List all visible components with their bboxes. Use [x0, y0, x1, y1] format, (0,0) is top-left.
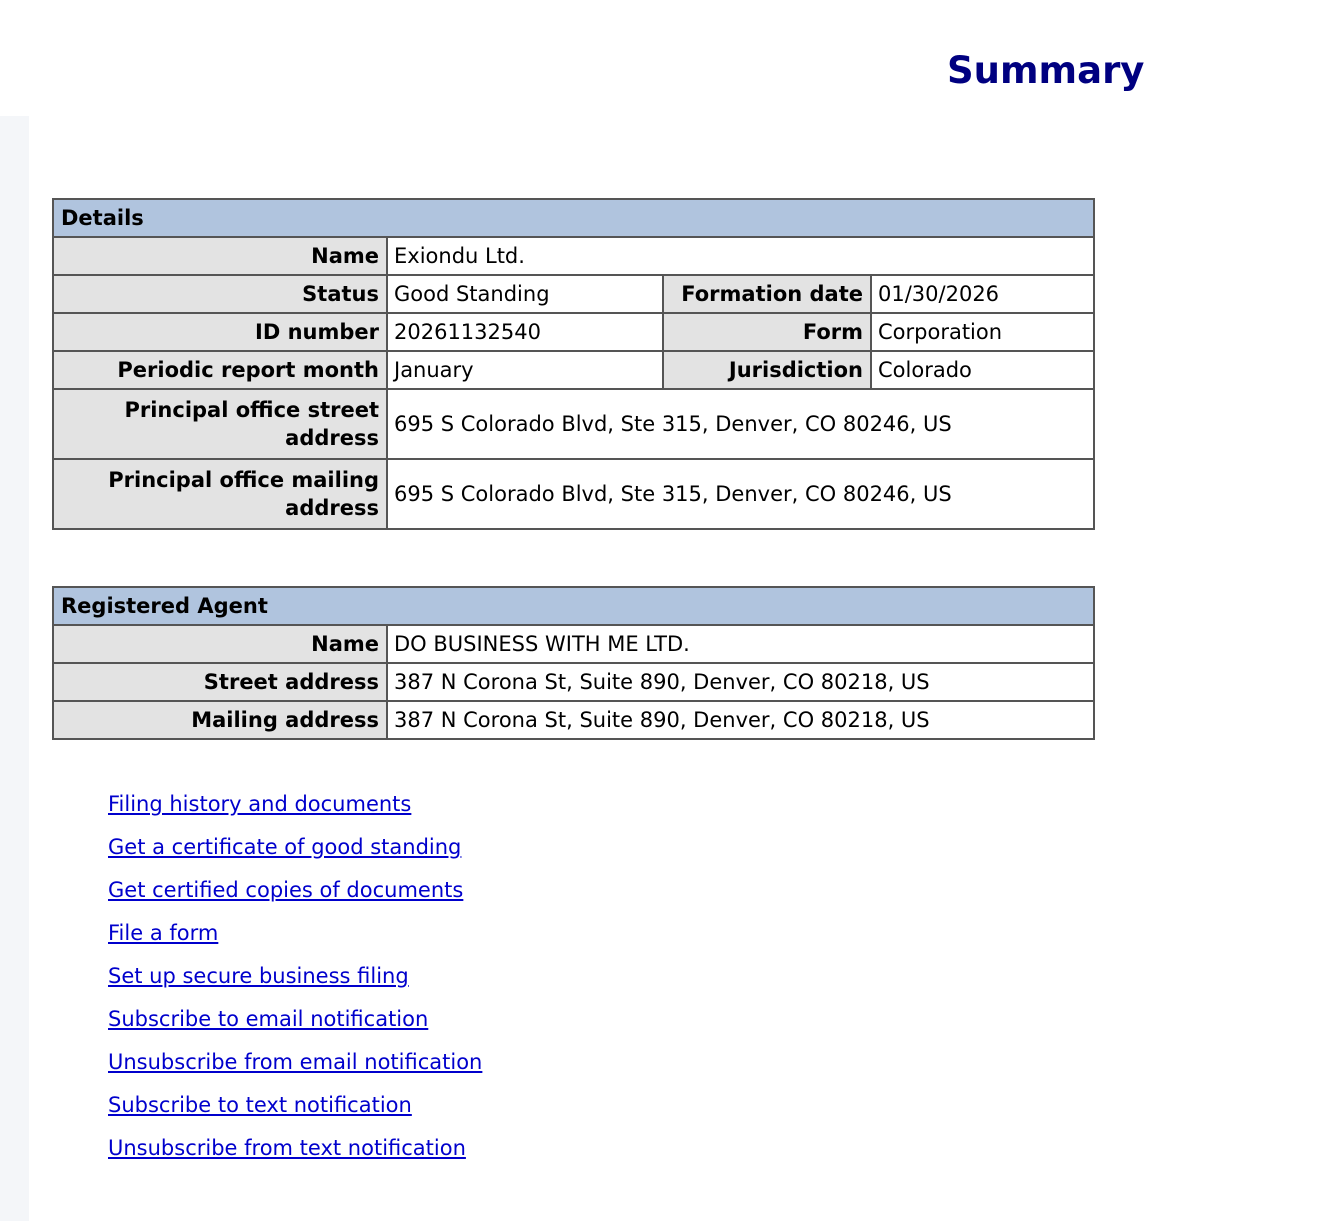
details-row-id [53, 313, 1094, 351]
list-item [108, 830, 482, 873]
file-form-link[interactable]: File a form [108, 921, 219, 945]
details-row-report-month [53, 351, 1094, 389]
agent-street-label: Street address [53, 663, 387, 701]
status-value: Good Standing [387, 275, 663, 313]
list-item [108, 1131, 482, 1174]
list-item [108, 873, 482, 916]
status-label: Status [53, 275, 387, 313]
jurisdiction-value: Colorado [871, 351, 1094, 389]
agent-mailing-label: Mailing address [53, 701, 387, 739]
details-heading: Details [53, 199, 1094, 237]
list-item [108, 959, 482, 1002]
list-item [108, 1002, 482, 1045]
details-row-street-address [53, 389, 1094, 459]
agent-heading: Registered Agent [53, 587, 1094, 625]
form-value: Corporation [871, 313, 1094, 351]
filing-history-link[interactable]: Filing history and documents [108, 792, 412, 816]
jurisdiction-label: Jurisdiction [663, 351, 871, 389]
certificate-good-standing-link[interactable]: Get a certificate of good standing [108, 835, 462, 859]
subscribe-text-link[interactable]: Subscribe to text notification [108, 1093, 412, 1117]
agent-street-value: 387 N Corona St, Suite 890, Denver, CO 80218, US [387, 663, 1094, 701]
formation-date-value: 01/30/2026 [871, 275, 1094, 313]
report-month-value: January [387, 351, 663, 389]
agent-mailing-value: 387 N Corona St, Suite 890, Denver, CO 80218, US [387, 701, 1094, 739]
secure-business-filing-link[interactable]: Set up secure business filing [108, 964, 409, 988]
list-item [108, 787, 482, 830]
details-header-row [53, 199, 1094, 237]
action-links-list [108, 787, 482, 1174]
formation-date-label: Formation date [663, 275, 871, 313]
agent-name-label: Name [53, 625, 387, 663]
list-item [108, 1045, 482, 1088]
details-table [52, 198, 1095, 530]
subscribe-email-link[interactable]: Subscribe to email notification [108, 1007, 429, 1031]
page-title: Summary [947, 49, 1145, 92]
id-number-label: ID number [53, 313, 387, 351]
details-row-status [53, 275, 1094, 313]
id-number-value: 20261132540 [387, 313, 663, 351]
principal-mailing-value: 695 S Colorado Blvd, Ste 315, Denver, CO 80246, US [387, 459, 1094, 529]
principal-street-label: Principal office street address [53, 389, 387, 459]
list-item [108, 1088, 482, 1131]
agent-row-mailing [53, 701, 1094, 739]
agent-row-name [53, 625, 1094, 663]
agent-header-row [53, 587, 1094, 625]
agent-name-value: DO BUSINESS WITH ME LTD. [387, 625, 1094, 663]
list-item [108, 916, 482, 959]
form-label: Form [663, 313, 871, 351]
certified-copies-link[interactable]: Get certified copies of documents [108, 878, 464, 902]
entity-name-value: Exiondu Ltd. [387, 237, 1094, 275]
unsubscribe-text-link[interactable]: Unsubscribe from text notification [108, 1136, 466, 1160]
principal-street-value: 695 S Colorado Blvd, Ste 315, Denver, CO 80246, US [387, 389, 1094, 459]
details-row-name [53, 237, 1094, 275]
unsubscribe-email-link[interactable]: Unsubscribe from email notification [108, 1050, 483, 1074]
principal-mailing-label: Principal office mailing address [53, 459, 387, 529]
details-row-mailing-address [53, 459, 1094, 529]
agent-row-street [53, 663, 1094, 701]
report-month-label: Periodic report month [53, 351, 387, 389]
left-sidebar-strip [0, 116, 29, 1221]
registered-agent-table [52, 586, 1095, 740]
entity-name-label: Name [53, 237, 387, 275]
